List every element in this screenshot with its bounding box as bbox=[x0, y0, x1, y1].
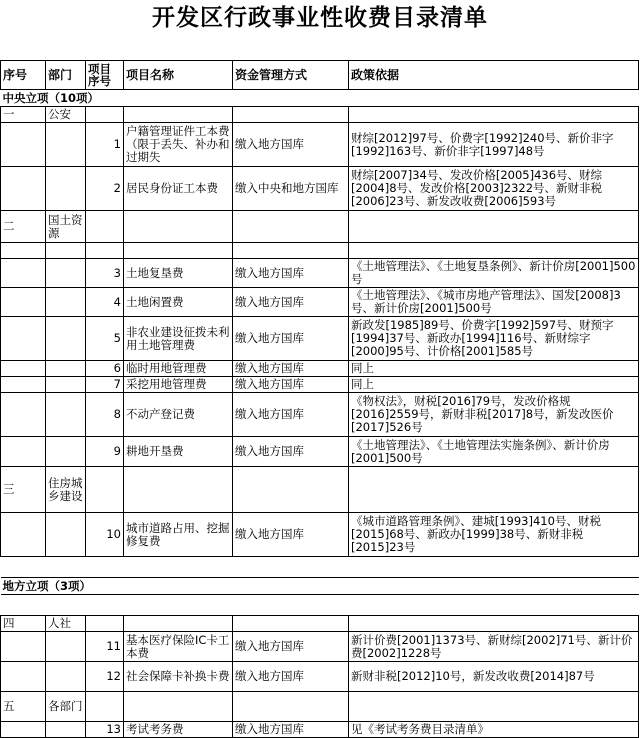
table-row bbox=[1, 243, 639, 259]
group-seq: 三 bbox=[1, 467, 46, 513]
group-dept: 各部门 bbox=[46, 692, 86, 722]
item-no: 1 bbox=[86, 123, 124, 167]
table-row bbox=[1, 632, 639, 662]
item-name: 非农业建设征拨未利用土地管理费 bbox=[124, 317, 233, 361]
item-name: 考试考务费 bbox=[124, 722, 233, 738]
item-no: 4 bbox=[86, 288, 124, 317]
item-no: 3 bbox=[86, 259, 124, 288]
section-local-label: 地方立项（3项） bbox=[1, 578, 639, 595]
item-basis: 财综[2007]34号、发改价格[2005]436号、财综[2004]8号、发改价格[2003]2322号、新财非税[2006]23号、新发改收费[2006]593号 bbox=[349, 167, 639, 211]
item-no: 6 bbox=[86, 361, 124, 377]
item-basis: 新政发[1985]89号、价费字[1992]597号、财预字[1994]37号、新政办[1994]116号、新财综字[2000]95号、计价格[2001]585号 bbox=[349, 317, 639, 361]
item-fund: 缴入地方国库 bbox=[233, 632, 349, 662]
item-no: 10 bbox=[86, 513, 124, 557]
group-row-5 bbox=[1, 692, 639, 722]
item-no: 12 bbox=[86, 662, 124, 692]
item-basis: 同上 bbox=[349, 377, 639, 393]
item-name: 不动产登记费 bbox=[124, 393, 233, 437]
table-row bbox=[1, 361, 639, 377]
table-row bbox=[1, 662, 639, 692]
item-name: 城市道路占用、挖掘修复费 bbox=[124, 513, 233, 557]
group-dept: 住房城乡建设 bbox=[46, 467, 86, 513]
item-no: 13 bbox=[86, 722, 124, 738]
item-fund: 缴入地方国库 bbox=[233, 123, 349, 167]
item-basis: 《土地管理法》、《城市房地产管理法》、国发[2008]3号、新计价房[2001]500号 bbox=[349, 288, 639, 317]
item-fund: 缴入地方国库 bbox=[233, 722, 349, 738]
section-row-local bbox=[1, 578, 639, 595]
header-dept: 部门 bbox=[46, 61, 86, 90]
item-name: 基本医疗保险IC卡工本费 bbox=[124, 632, 233, 662]
header-fund-management: 资金管理方式 bbox=[233, 61, 349, 90]
table-row bbox=[1, 123, 639, 167]
item-basis: 同上 bbox=[349, 361, 639, 377]
group-row-1 bbox=[1, 107, 639, 123]
group-seq: 五 bbox=[1, 692, 46, 722]
group-row-2 bbox=[1, 211, 639, 243]
section-central-label: 中央立项（10项） bbox=[1, 90, 639, 107]
item-basis: 新计价费[2001]1373号、新财综[2002]71号、新计价费[2002]1228号 bbox=[349, 632, 639, 662]
item-basis: 新财非税[2012]10号，新发改收费[2014]87号 bbox=[349, 662, 639, 692]
item-basis: 财综[2012]97号、价费字[1992]240号、新价非字[1992]163号、新价非字[1997]48号 bbox=[349, 123, 639, 167]
table-row bbox=[1, 722, 639, 738]
item-fund: 缴入地方国库 bbox=[233, 437, 349, 467]
item-fund: 缴入地方国库 bbox=[233, 361, 349, 377]
group-seq: 四 bbox=[1, 616, 46, 632]
item-fund: 缴入地方国库 bbox=[233, 317, 349, 361]
table-row bbox=[1, 259, 639, 288]
item-name: 耕地开垦费 bbox=[124, 437, 233, 467]
table-header-row bbox=[1, 61, 639, 90]
group-row-3 bbox=[1, 467, 639, 513]
item-fund: 缴入中央和地方国库 bbox=[233, 167, 349, 211]
group-dept: 国土资源 bbox=[46, 211, 86, 243]
table-row bbox=[1, 393, 639, 437]
group-seq: 一 bbox=[1, 107, 46, 123]
table-row bbox=[1, 377, 639, 393]
item-fund: 缴入地方国库 bbox=[233, 259, 349, 288]
header-item-name: 项目名称 bbox=[124, 61, 233, 90]
item-name: 土地复垦费 bbox=[124, 259, 233, 288]
group-dept: 人社 bbox=[46, 616, 86, 632]
item-no: 9 bbox=[86, 437, 124, 467]
spacer-row bbox=[1, 557, 639, 578]
spacer-row bbox=[1, 595, 639, 616]
item-name: 户籍管理证件工本费（限于丢失、补办和过期失 bbox=[124, 123, 233, 167]
section-row-central bbox=[1, 90, 639, 107]
item-fund: 缴入地方国库 bbox=[233, 288, 349, 317]
table-row bbox=[1, 513, 639, 557]
item-fund: 缴入地方国库 bbox=[233, 393, 349, 437]
item-basis: 《城市道路管理条例》、建城[1993]410号、财税[2015]68号、新政办[1999]38号、新财非税[2015]23号 bbox=[349, 513, 639, 557]
table-row bbox=[1, 317, 639, 361]
item-basis: 《物权法》，财税[2016]79号，发改价格规[2016]2559号，新财非税[2017]8号，新发改医价[2017]526号 bbox=[349, 393, 639, 437]
item-name: 居民身份证工本费 bbox=[124, 167, 233, 211]
item-name: 土地闲置费 bbox=[124, 288, 233, 317]
item-fund: 缴入地方国库 bbox=[233, 662, 349, 692]
header-item-no: 项目序号 bbox=[86, 61, 124, 90]
item-name: 临时用地管理费 bbox=[124, 361, 233, 377]
item-name: 社会保障卡补换卡费 bbox=[124, 662, 233, 692]
item-basis: 《土地管理法》、《土地管理法实施条例》、新计价房[2001]500号 bbox=[349, 437, 639, 467]
header-policy-basis: 政策依据 bbox=[349, 61, 639, 90]
item-no: 11 bbox=[86, 632, 124, 662]
item-no: 2 bbox=[86, 167, 124, 211]
item-no: 7 bbox=[86, 377, 124, 393]
table-row bbox=[1, 167, 639, 211]
table-row bbox=[1, 437, 639, 467]
group-row-4 bbox=[1, 616, 639, 632]
group-seq: 二 bbox=[1, 211, 46, 243]
item-basis: 《土地管理法》、《土地复垦条例》、新计价房[2001]500号 bbox=[349, 259, 639, 288]
item-basis: 见《考试考务费目录清单》 bbox=[349, 722, 639, 738]
item-no: 5 bbox=[86, 317, 124, 361]
header-seq: 序号 bbox=[1, 61, 46, 90]
item-name: 采挖用地管理费 bbox=[124, 377, 233, 393]
table-row bbox=[1, 288, 639, 317]
document-title: 开发区行政事业性收费目录清单 bbox=[152, 4, 488, 31]
group-dept: 公安 bbox=[46, 107, 86, 123]
item-fund: 缴入地方国库 bbox=[233, 377, 349, 393]
fee-catalog-table bbox=[0, 60, 639, 738]
item-fund: 缴入地方国库 bbox=[233, 513, 349, 557]
item-no: 8 bbox=[86, 393, 124, 437]
